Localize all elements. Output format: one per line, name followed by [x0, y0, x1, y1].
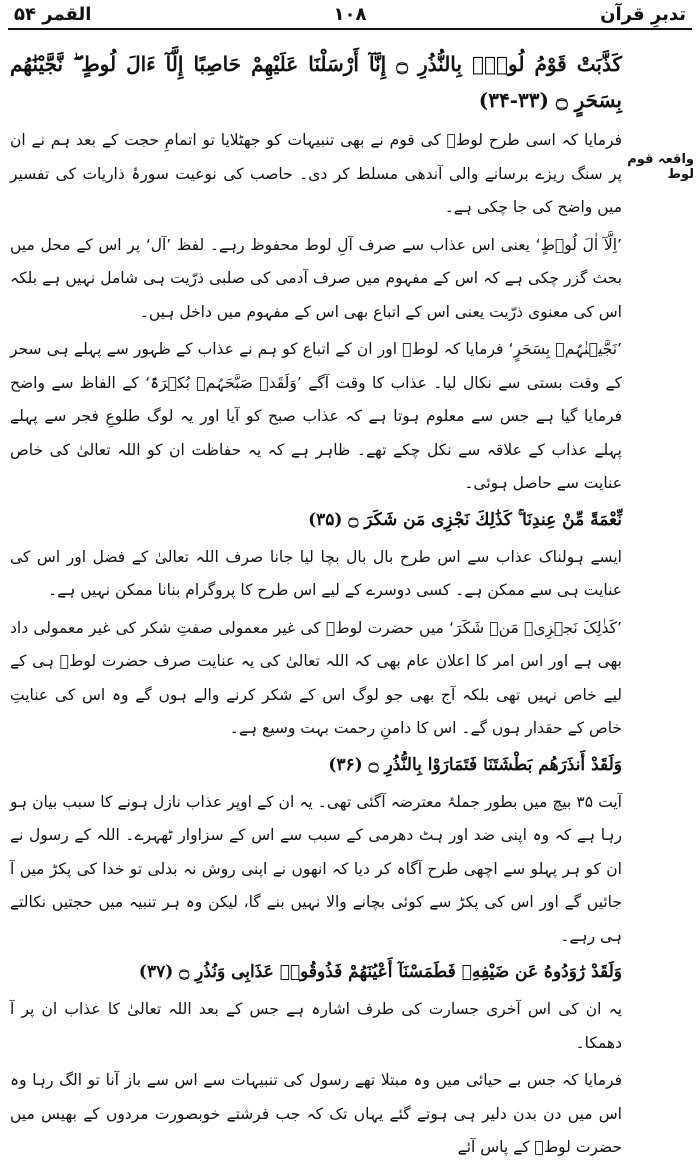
margin-note: واقعہ قوم لوط: [627, 152, 694, 182]
surah-label: القمر ۵۴: [14, 4, 92, 25]
book-title: تدبرِ قرآن: [600, 4, 686, 25]
commentary-paragraph: یہ ان کی اس آخری جسارت کی طرف اشارہ ہے جس کے بعد اللہ تعالیٰ کا عذاب ان پر آ دھمکا۔: [10, 1000, 622, 1052]
commentary-paragraph: فرمایا کہ جس بے حیائی میں وہ مبتلا تھے رسول کی تنبیہات سے اس سے باز آنا تو الگ رہا وہ اس میں دن بدن دلیر ہی ہوتے گئے یہاں تک کہ جب فرشتے خوبصورت مردوں کے بھیس میں حضرت لوطؑ کے پاس آئے: [10, 1071, 622, 1156]
verse-block: نِّعْمَةً مِّنْ عِندِنَا ۚ كَذَٰلِكَ نَجْزِى مَن شَكَرَ ۝ (۳۵): [308, 509, 622, 530]
commentary-paragraph: آیت ۳۵ بیچ میں بطور جملۂ معترضہ آگئی تھی۔ یہ ان کے اوپر عذاب نازل ہونے کا سبب بیان ہو رہا ہے کہ وہ اپنی ضد اور ہٹ دھرمی کے سبب سے اس کے سزاوار ٹھہرے۔ اللہ کے رسول نے ان کو ہر پہلو سے اچھی طرح آگاہ کر دیا کہ انھوں نے اپنی روش نہ بدلی تو خدا کی پکڑ میں آ جائیں گے اور اس کی پکڑ سے کوئی بچانے والا نہیں بنے گا، لیکن وہ ہر تنبیہ میں حجتیں نکالتے ہی رہے۔: [10, 792, 622, 945]
commentary-paragraph: ایسے ہولناک عذاب سے اس طرح بال بال بچا لیا جانا صرف اللہ تعالیٰ کے فضل اور اس کی عنایت ہی سے ممکن ہے۔ کسی دوسرے کے لیے اس طرح کا پروگرام بنانا ممکن نہیں ہے۔: [10, 547, 622, 599]
commentary-paragraph: فرمایا کہ اسی طرح لوطؑ کی قوم نے بھی تنبیہات کو جھٹلایا تو اتمامِ حجت کے بعد ہم نے ان پر سنگ ریزے برسانے والی آندھی مسلط کر دی۔ حاصب کی نوعیت سورۂ ذاریات کی تفسیر میں واضح کی جا چکی ہے۔: [10, 131, 622, 216]
page-body: [10, 46, 622, 1169]
verse-block: كَذَّبَتْ قَوْمُ لُوطٍۭ بِالنُّذُرِ ۝ إِنَّآ أَرْسَلْنَا عَلَيْهِمْ حَاصِبًا إِلَّآ ءَالَ لُوطٍ ۖ نَّجَّيْنَٰهُم بِسَحَرٍ ۝ (۳۳-۳۴): [10, 52, 622, 112]
commentary-paragraph: ’اِلَّآ اٰلَ لُوۡطٍ‘ یعنی اس عذاب سے صرف آلِ لوط محفوظ رہے۔ لفظ ’آل‘ پر اس کے محل میں بحث گزر چکی ہے کہ اس کے مفہوم میں صرف آدمی کی صلبی ذرّیت ہی شامل نہیں ہے بلکہ اس کی معنوی ذرّیت یعنی اس کے اتباع بھی اس کے مفہوم میں داخل ہیں۔: [10, 235, 622, 321]
verse-block: وَلَقَدْ رَٰوَدُوهُ عَن ضَيْفِهِۦ فَطَمَسْنَآ أَعْيُنَهُمْ فَذُوقُوا۟ عَذَابِى وَنُذُرِ ۝ (۳۷): [138, 962, 622, 982]
verse-block: وَلَقَدْ أَنذَرَهُم بَطْشَتَنَا فَتَمَارَوْا بِالنُّذُرِ ۝ (۳۶): [328, 754, 622, 775]
page-header: [0, 0, 700, 38]
commentary-paragraph: ’کَذٰلِکَ نَجۡزِیۡ مَنۡ شَکَرَ‘ میں حضرت لوطؑ کی غیر معمولی صفتِ شکر کی غیر معمولی داد بھی ہے اور اس امر کا اعلان عام بھی کہ اللہ تعالیٰ کی یہ عنایت صرف حضرت لوطؑ ہی کے لیے خاص نہیں تھی بلکہ آج بھی جو لوگ اس کے شکر کرنے والے ہوں گے وہ اس کی عنایتِ خاص کے حقدار ہوں گے۔ اس کا دامنِ رحمت بہت وسیع ہے۔: [10, 618, 622, 737]
header-rule: [8, 28, 692, 30]
page-number: ۱۰۸: [333, 4, 367, 25]
commentary-paragraph: ’نَجَّیۡنٰہُمۡ بِسَحَرٍ‘ فرمایا کہ لوطؑ اور ان کے اتباع کو ہم نے عذاب کے ظہور سے پہلے ہی سحر کے وقت بستی سے نکال لیا۔ عذاب کا وقت آگے ’وَلَقَدۡ صَبَّحَہُمۡ بُکۡرَۃً‘ کے الفاظ سے واضح فرمایا گیا ہے جس سے معلوم ہوتا ہے کہ عذاب صبح کو آیا اور یہ لوگ طلوعِ فجر سے پہلے پہلے عذاب کے علاقہ سے نکل چکے تھے۔ ظاہر ہے کہ یہ حفاظت ان کو اللہ تعالیٰ کی خاص عنایت سے حاصل ہوئی۔: [10, 340, 622, 492]
